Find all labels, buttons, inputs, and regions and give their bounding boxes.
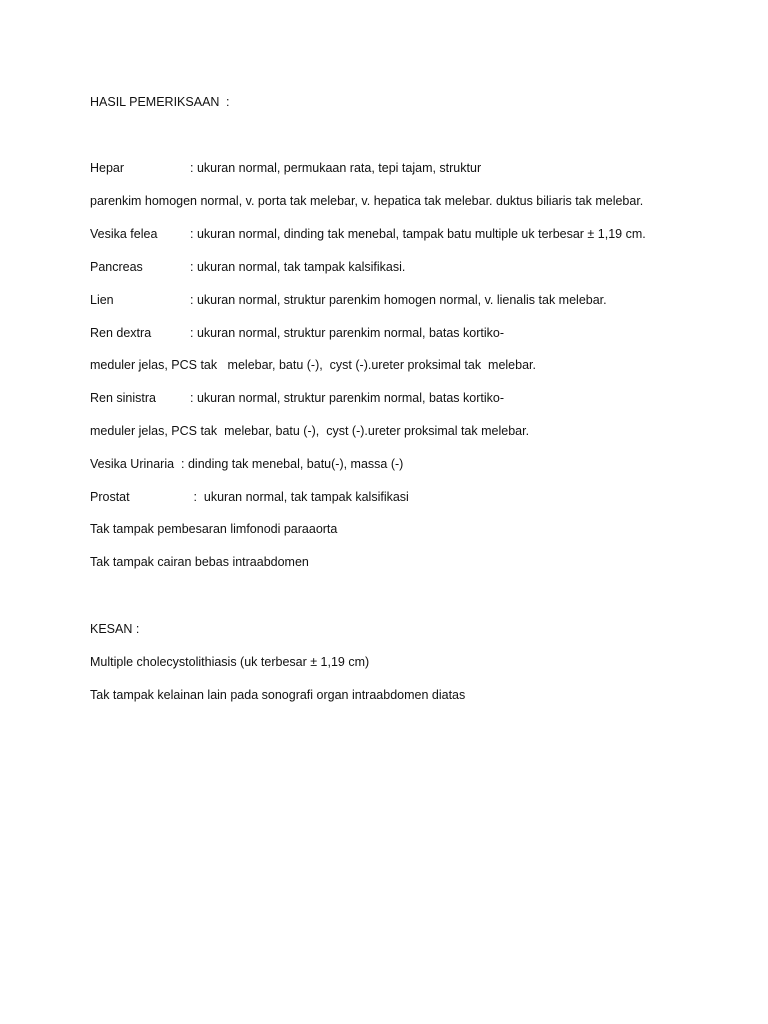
finding-lien — [90, 292, 607, 308]
kesan-item-2: Tak tampak kelainan lain pada sonografi organ intraabdomen diatas — [90, 688, 466, 702]
finding-text: : ukuran normal, dinding tak menebal, tampak batu multiple uk terbesar ± 1,19 cm. — [190, 227, 646, 241]
finding-label: Hepar — [90, 161, 125, 175]
finding-label: Ren dextra — [90, 326, 152, 340]
finding-label: Lien — [90, 293, 114, 307]
finding-text: : ukuran normal, tak tampak kalsifikasi — [190, 490, 409, 504]
finding-hepar-continued: parenkim homogen normal, v. porta tak melebar, v. hepatica tak melebar. duktus biliaris tak melebar. — [90, 194, 644, 208]
finding-label: Vesika felea — [90, 227, 158, 241]
finding-cairan: Tak tampak cairan bebas intraabdomen — [90, 555, 309, 569]
finding-text: : dinding tak menebal, batu(-), massa (-) — [174, 457, 404, 471]
finding-text: : ukuran normal, struktur parenkim normal, batas kortiko- — [190, 391, 505, 405]
kesan-item-1: Multiple cholecystolithiasis (uk terbesar ± 1,19 cm) — [90, 655, 370, 669]
finding-text: : ukuran normal, struktur parenkim normal, batas kortiko- — [190, 326, 505, 340]
finding-hepar — [90, 160, 481, 176]
finding-text: : ukuran normal, tak tampak kalsifikasi. — [190, 260, 406, 274]
finding-ren-dextra-continued: meduler jelas, PCS tak melebar, batu (-), cyst (-).ureter proksimal tak melebar. — [90, 358, 536, 372]
finding-label: Prostat — [90, 490, 130, 504]
report-heading — [90, 94, 229, 110]
finding-pancreas — [90, 259, 405, 275]
finding-ren-sinistra — [90, 390, 504, 406]
heading-colon: : — [226, 95, 230, 109]
finding-limfonodi: Tak tampak pembesaran limfonodi paraaorta — [90, 522, 338, 536]
finding-text: : ukuran normal, permukaan rata, tepi tajam, struktur — [190, 161, 482, 175]
finding-vesika-urinaria — [90, 456, 403, 472]
finding-label: Vesika Urinaria — [90, 457, 175, 471]
finding-ren-sinistra-continued: meduler jelas, PCS tak melebar, batu (-), cyst (-).ureter proksimal tak melebar. — [90, 424, 530, 438]
finding-text: : ukuran normal, struktur parenkim homogen normal, v. lienalis tak melebar. — [190, 293, 607, 307]
finding-ren-dextra — [90, 325, 504, 341]
finding-label: Ren sinistra — [90, 391, 156, 405]
heading-text: HASIL PEMERIKSAAN — [90, 95, 220, 109]
kesan-heading: KESAN : — [90, 622, 140, 636]
finding-label: Pancreas — [90, 260, 143, 274]
finding-prostat — [90, 489, 409, 505]
finding-vesika-felea — [90, 226, 646, 242]
